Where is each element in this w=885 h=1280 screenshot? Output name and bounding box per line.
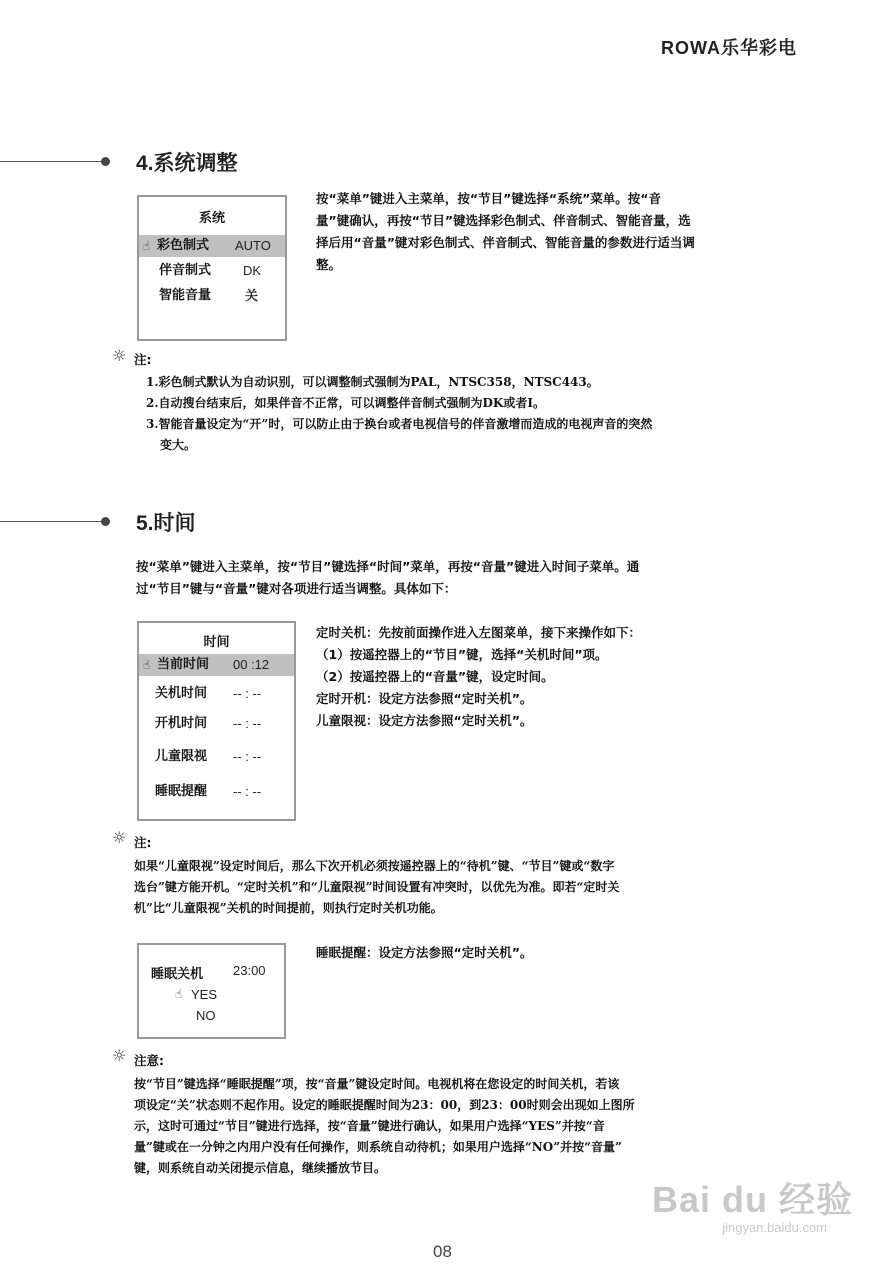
menu-row-on-time[interactable] <box>139 713 294 735</box>
hand-cursor-icon: ☝ <box>143 658 151 672</box>
menu-row-value: -- : -- <box>233 686 262 701</box>
baidu-watermark: Bai du 经验 <box>651 1179 853 1220</box>
brand-logo: ROWA乐华彩电 <box>661 38 797 58</box>
menu-row-child-limit[interactable] <box>139 746 294 768</box>
menu-row-value: -- : -- <box>233 784 262 799</box>
lightbulb-icon: ☼ <box>112 1046 127 1065</box>
sleep-label: 睡眠关机 <box>151 967 204 982</box>
paragraph-line: 择后用“音量”键对彩色制式、伴音制式、智能音量的参数进行适当调 <box>316 235 695 250</box>
menu-row-label: 智能音量 <box>159 288 212 303</box>
lightbulb-icon: ☼ <box>112 346 127 365</box>
hand-cursor-icon: ☝ <box>175 987 183 1001</box>
menu-row-label: 儿童限视 <box>155 749 208 764</box>
section-title: 5.时间 <box>136 512 196 535</box>
menu-row-label: 伴音制式 <box>159 263 212 278</box>
menu-row-label: 当前时间 <box>157 657 210 672</box>
menu-row-value: -- : -- <box>233 749 262 764</box>
paragraph-line: 按“菜单”键进入主菜单，按“节目”键选择“系统”菜单。按“音 <box>316 191 662 206</box>
note-body <box>134 1074 826 1179</box>
note-line: 按“节目”键选择“睡眠提醒”项，按“音量”键设定时间。电视机将在您设定的时间关机，若该 <box>134 1077 620 1091</box>
note-line: 键，则系统自动关闭提示信息，继续播放节目。 <box>134 1161 387 1175</box>
note-line: 2.自动搜台结束后，如果伴音不正常，可以调整伴音制式强制为DK或者I。 <box>146 396 545 410</box>
note-line: 选台”键方能开机。“定时关机”和“儿童限视”时间设置有冲突时，以优先为准。即若“定时关 <box>134 880 620 894</box>
menu-row-value: DK <box>243 263 262 278</box>
note-line: 变大。 <box>160 438 197 452</box>
lightbulb-icon: ☼ <box>112 828 127 847</box>
menu-row-smart-volume[interactable] <box>139 285 285 307</box>
paragraph-line: （1）按遥控器上的“节目”键，选择“关机时间”项。 <box>316 647 608 662</box>
note-body <box>146 372 826 456</box>
section-rule <box>0 521 102 522</box>
note-heading: 注意: <box>134 1053 164 1068</box>
note-heading: 注: <box>134 835 152 850</box>
sleep-time: 23:00 <box>233 963 266 978</box>
system-menu-box <box>137 195 287 341</box>
timer-instructions <box>316 622 816 732</box>
menu-row-current-time[interactable] <box>139 654 294 676</box>
menu-row-value: 关 <box>245 288 259 303</box>
menu-row-value: AUTO <box>235 238 271 253</box>
section-bullet <box>101 157 110 166</box>
section-rule <box>0 161 102 162</box>
sleep-prompt-box <box>137 943 286 1039</box>
menu-row-sound-system[interactable] <box>139 260 285 282</box>
note-heading: 注: <box>134 352 152 367</box>
section-description <box>316 188 816 276</box>
menu-row-color-system[interactable] <box>139 235 285 257</box>
note-line: 项设定“关”状态则不起作用。设定的睡眠提醒时间为23：00，到23：00时则会出现如上图所 <box>134 1098 635 1112</box>
paragraph-line: 定时关机：先按前面操作进入左图菜单，接下来操作如下： <box>316 625 642 640</box>
menu-title: 时间 <box>203 635 230 650</box>
paragraph-line: 按“菜单”键进入主菜单，按“节目”键选择“时间”菜单，再按“音量”键进入时间子菜单。通 <box>136 559 640 574</box>
note-line: 示，这时可通过“节目”键进行选择，按“音量”键进行确认，如果用户选择“YES”并按“音 <box>134 1119 605 1133</box>
option-no[interactable]: NO <box>196 1008 216 1023</box>
note-line: 量”键或在一分钟之内用户没有任何操作，则系统自动待机；如果用户选择“NO”并按“音量” <box>134 1140 622 1154</box>
sleep-instructions: 睡眠提醒：设定方法参照“定时关机”。 <box>316 945 533 960</box>
time-menu-box <box>137 621 296 821</box>
menu-row-value: -- : -- <box>233 716 262 731</box>
note-line: 如果“儿童限视”设定时间后，那么下次开机必须按遥控器上的“待机”键、“节目”键或“数字 <box>134 859 615 873</box>
section-title: 4.系统调整 <box>136 152 238 175</box>
menu-title: 系统 <box>198 211 225 226</box>
menu-row-label: 开机时间 <box>155 716 208 731</box>
paragraph-line: （2）按遥控器上的“音量”键，设定时间。 <box>316 669 554 684</box>
section-bullet <box>101 517 110 526</box>
menu-row-label: 彩色制式 <box>157 238 210 253</box>
paragraph-line: 定时开机：设定方法参照“定时关机”。 <box>316 691 533 706</box>
paragraph-line: 过“节目”键与“音量”键对各项进行适当调整。具体如下： <box>136 581 457 596</box>
page-number: 08 <box>433 1242 452 1261</box>
menu-row-label: 睡眠提醒 <box>155 784 208 799</box>
note-line: 3.智能音量设定为“开”时，可以防止由于换台或者电视信号的伴音激增而造成的电视声音的突然 <box>146 417 653 431</box>
hand-cursor-icon: ☝ <box>143 239 151 253</box>
paragraph-line: 量”键确认，再按“节目”键选择彩色制式、伴音制式、智能音量，选 <box>316 213 691 228</box>
paragraph-line: 儿童限视：设定方法参照“定时关机”。 <box>316 713 533 728</box>
menu-row-label: 关机时间 <box>155 686 208 701</box>
menu-row-off-time[interactable] <box>139 683 294 705</box>
baidu-watermark-url: jingyan.baidu.com <box>722 1220 827 1235</box>
menu-row-sleep-reminder[interactable] <box>139 781 294 803</box>
paragraph-line: 整。 <box>316 257 342 272</box>
section-intro <box>136 556 826 600</box>
option-yes[interactable]: YES <box>191 987 218 1002</box>
note-body <box>134 856 826 919</box>
note-line: 机”比“儿童限视”关机的时间提前，则执行定时关机功能。 <box>134 901 443 915</box>
note-line: 1.彩色制式默认为自动识别，可以调整制式强制为PAL，NTSC358，NTSC443。 <box>146 375 599 389</box>
menu-row-value: 00 :12 <box>233 657 270 672</box>
